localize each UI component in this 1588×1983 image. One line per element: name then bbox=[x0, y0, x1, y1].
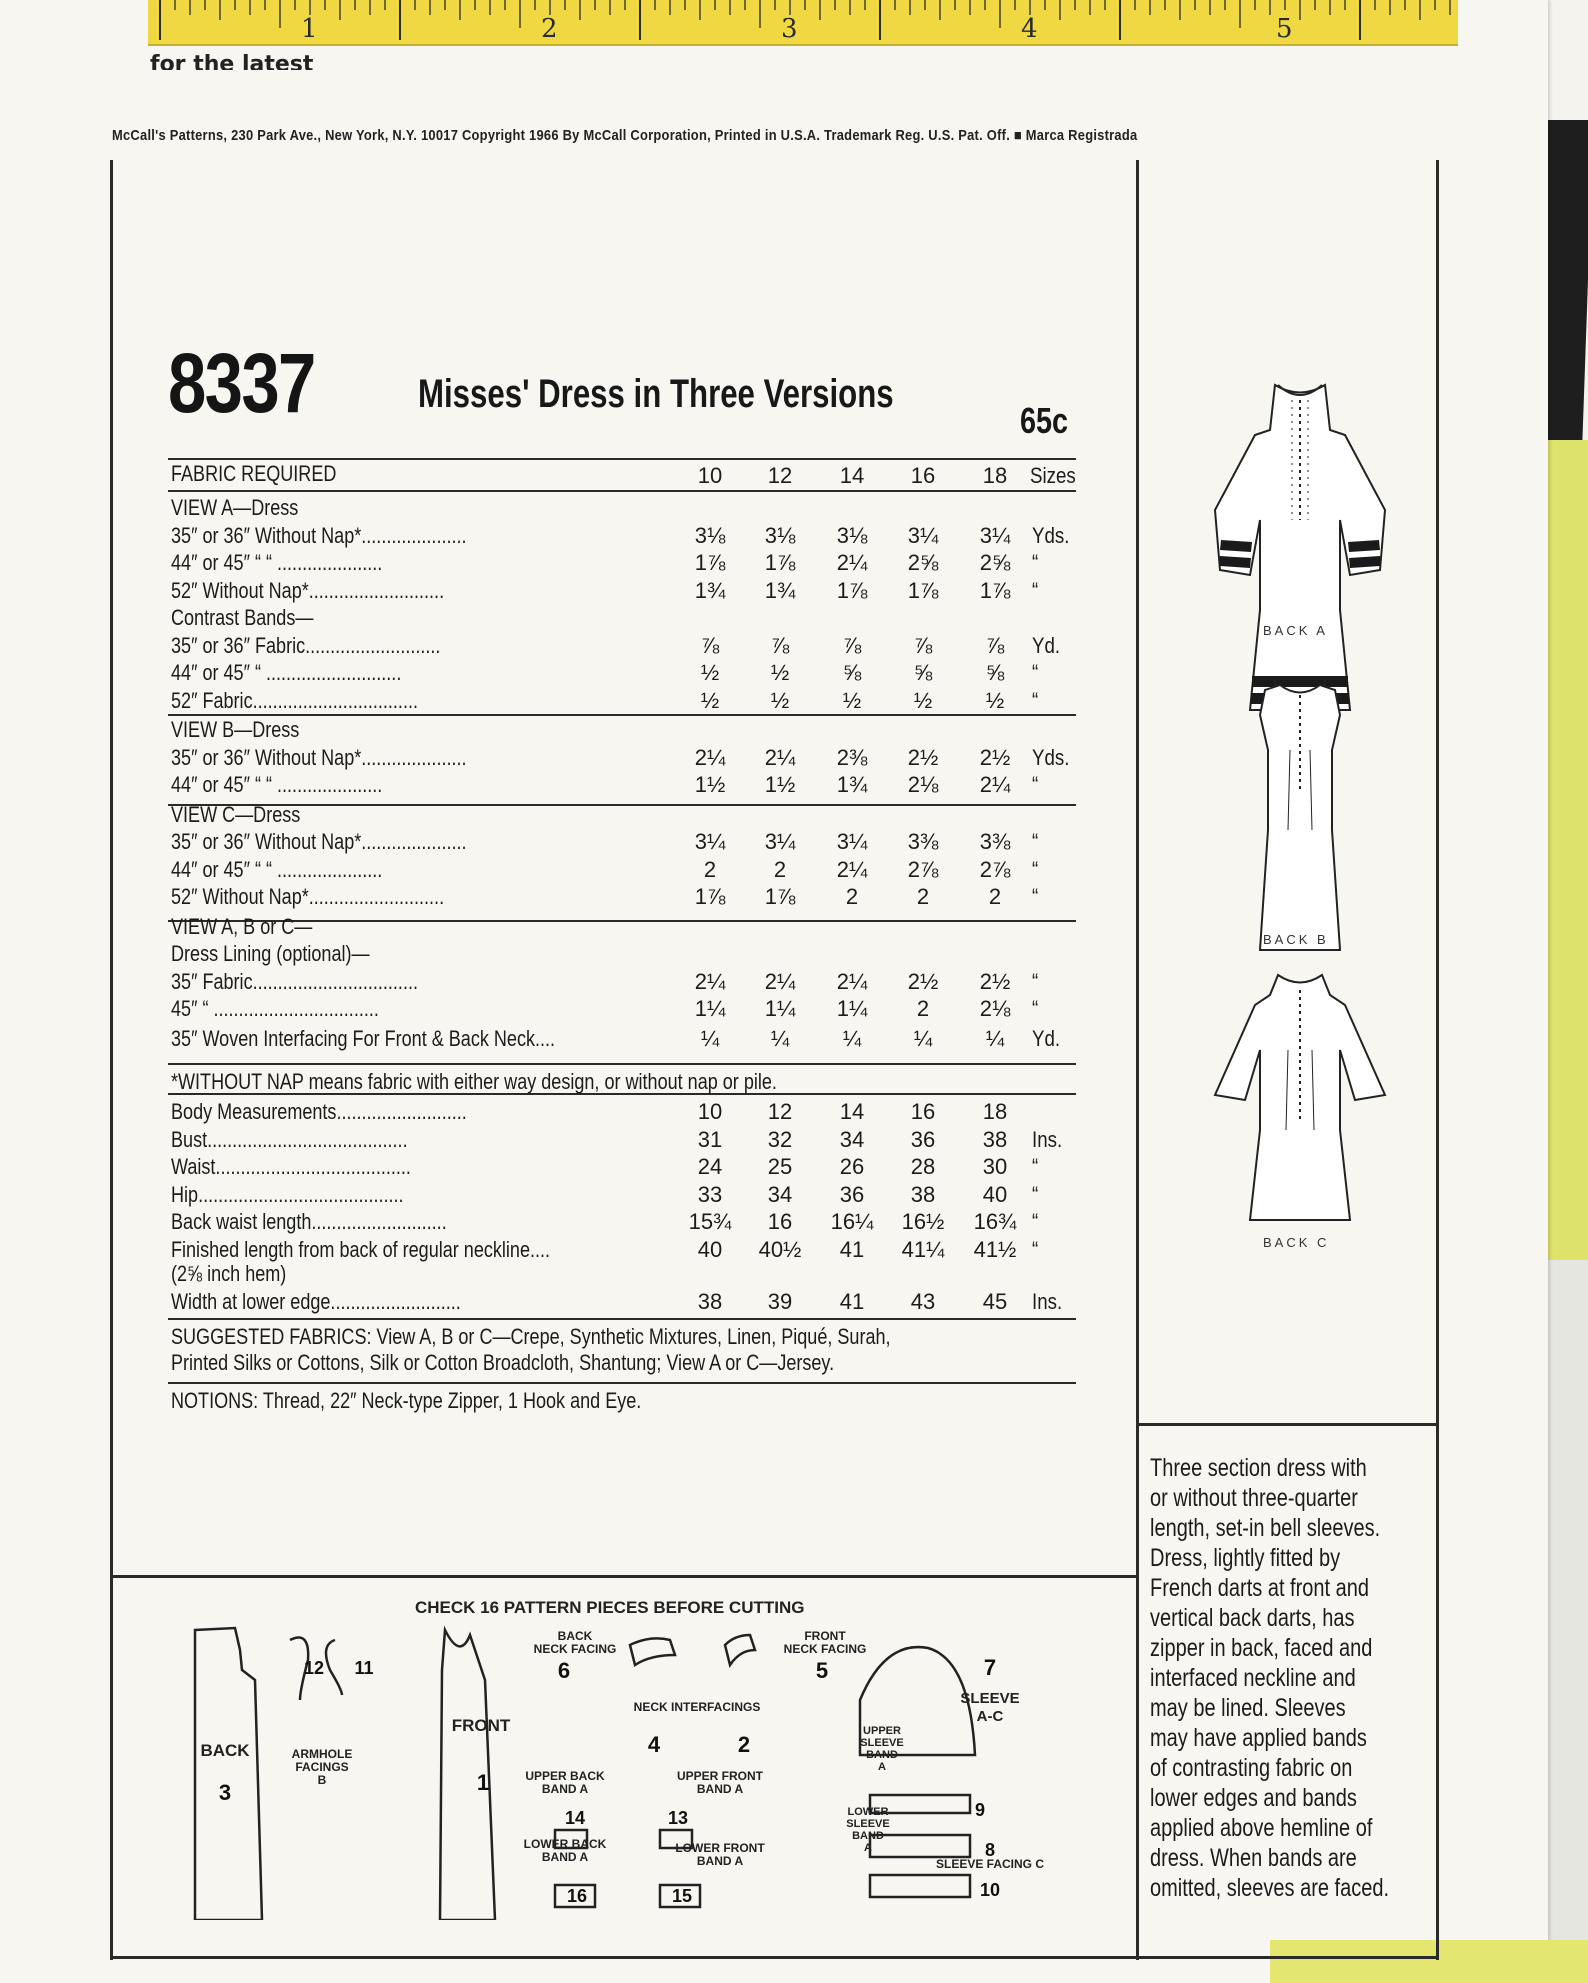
piece-number: 8 bbox=[984, 1840, 995, 1860]
row-label: Contrast Bands— bbox=[171, 605, 314, 630]
cell-value: ⅝ bbox=[985, 660, 1005, 685]
cell-value: 1⅞ bbox=[764, 550, 796, 575]
unit: “ bbox=[1032, 550, 1039, 575]
copyright-line: McCall's Patterns, 230 Park Ave., New York, N.Y. 10017 Copyright 1966 By McCall Corporation, Printed in U.S.A. Trademark Reg. U.S. Pat. Off. ■ Marca Registrada bbox=[112, 127, 1138, 144]
row-label: (2⅝ inch hem) bbox=[171, 1261, 287, 1286]
piece-number: 12 bbox=[303, 1658, 325, 1678]
cell-value: 2⅝ bbox=[907, 550, 939, 575]
unit: Ins. bbox=[1032, 1126, 1063, 1152]
cell-value: 15¾ bbox=[688, 1209, 732, 1234]
cell-value: 36 bbox=[910, 1126, 936, 1152]
cell-value: ½ bbox=[700, 660, 720, 685]
cell-value: ⅞ bbox=[700, 632, 720, 658]
ruler-ticks bbox=[148, 0, 1458, 46]
cell-value: 2 bbox=[845, 884, 859, 909]
cell-value: 2 bbox=[988, 884, 1002, 909]
notions: NOTIONS: Thread, 22″ Neck-type Zipper, 1 Hook and Eye. bbox=[171, 1388, 642, 1413]
unit: “ bbox=[1032, 996, 1039, 1021]
cell-value: ⅞ bbox=[913, 632, 933, 658]
cell-value: 16 bbox=[910, 1099, 936, 1124]
row-label: 35″ or 36″ Without Nap*..................... bbox=[171, 744, 467, 770]
cell-value: 3¼ bbox=[836, 829, 868, 854]
cell-value: 2 bbox=[916, 884, 930, 909]
cell-value: 1¼ bbox=[694, 996, 726, 1021]
cell-value: 18 bbox=[982, 1099, 1008, 1124]
cell-value: 3⅛ bbox=[694, 522, 726, 548]
cell-value: 3¼ bbox=[907, 522, 939, 548]
cell-value: 24 bbox=[697, 1154, 723, 1179]
cell-value: 2 bbox=[773, 856, 787, 882]
upper-front-band-label: UPPER FRONT BAND A bbox=[676, 1769, 763, 1796]
upper-back-band-label: UPPER BACK BAND A bbox=[525, 1769, 605, 1796]
row-label: Hip......................................... bbox=[171, 1181, 404, 1207]
row-label: 44″ or 45″ “ “ ..................... bbox=[171, 772, 383, 797]
ruler-number: 3 bbox=[781, 14, 798, 44]
cell-value: ½ bbox=[842, 687, 862, 713]
cell-value: 39 bbox=[767, 1288, 793, 1314]
upper-sleeve-band-label: UPPER SLEEVE BAND A bbox=[860, 1725, 904, 1773]
table-rule bbox=[168, 1063, 1076, 1065]
table-rule bbox=[168, 804, 1076, 806]
front-piece-label: FRONT bbox=[451, 1716, 511, 1735]
cell-value: 2⅞ bbox=[907, 856, 939, 882]
table-rule bbox=[168, 458, 1076, 460]
suggested-fabrics-line: SUGGESTED FABRICS: View A, B or C—Crepe, Synthetic Mixtures, Linen, Piqué, Surah, bbox=[171, 1324, 891, 1349]
piece-number: 16 bbox=[566, 1886, 588, 1906]
cell-value: 34 bbox=[839, 1126, 865, 1152]
lower-sleeve-band-label: LOWER SLEEVE BAND A bbox=[846, 1806, 890, 1854]
row-label: 52″ Without Nap*........................... bbox=[171, 884, 445, 909]
cell-value: ½ bbox=[913, 687, 933, 713]
cut-off-text: for the latest bbox=[150, 52, 314, 70]
cell-value: ½ bbox=[700, 687, 720, 713]
cell-value: 2⅝ bbox=[979, 550, 1011, 575]
cell-value: ½ bbox=[770, 660, 790, 685]
description-divider bbox=[1136, 1423, 1438, 1426]
cell-value: 2¼ bbox=[836, 856, 868, 882]
row-label: VIEW C—Dress bbox=[171, 801, 301, 827]
folder-corner-yellow bbox=[1270, 1940, 1588, 1983]
cell-value: ¼ bbox=[770, 1025, 790, 1051]
cell-value: 45 bbox=[982, 1288, 1008, 1314]
cell-value: 2¼ bbox=[694, 744, 726, 770]
row-label: 44″ or 45″ “ ........................... bbox=[171, 660, 402, 685]
cell-value: 2 bbox=[916, 996, 930, 1021]
cell-value: 1⅞ bbox=[764, 884, 796, 909]
cell-value: 14 bbox=[839, 1099, 865, 1124]
piece-number: 11 bbox=[354, 1658, 374, 1678]
row-label: 35″ or 36″ Without Nap*..................... bbox=[171, 522, 467, 548]
cell-value: 1¾ bbox=[764, 577, 796, 603]
cell-value: ⅞ bbox=[985, 632, 1005, 658]
cell-value: 12 bbox=[767, 1099, 793, 1124]
unit: “ bbox=[1032, 772, 1039, 797]
cell-value: 2¼ bbox=[764, 968, 796, 994]
unit: “ bbox=[1032, 660, 1039, 685]
lower-back-band-label: LOWER BACK BAND A bbox=[523, 1837, 607, 1864]
unit: Yds. bbox=[1032, 522, 1070, 548]
row-label: VIEW A—Dress bbox=[171, 495, 299, 520]
row-label: VIEW B—Dress bbox=[171, 717, 300, 742]
cell-value: ½ bbox=[770, 687, 790, 713]
border-bottom bbox=[110, 1956, 1438, 1959]
view-illustrations bbox=[1180, 190, 1420, 1250]
unit: “ bbox=[1032, 577, 1039, 603]
cell-value: 40 bbox=[982, 1181, 1008, 1207]
cell-value: 1⅞ bbox=[907, 577, 939, 603]
cell-value: 2¼ bbox=[836, 968, 868, 994]
ruler-number: 2 bbox=[541, 14, 558, 44]
row-label: 44″ or 45″ “ “ ..................... bbox=[171, 856, 383, 882]
cell-value: 34 bbox=[767, 1181, 793, 1207]
armhole-facings-label: ARMHOLE FACINGS B bbox=[291, 1747, 353, 1787]
back-neck-facing-label: BACK NECK FACING bbox=[533, 1629, 617, 1656]
cell-value: 41½ bbox=[973, 1236, 1017, 1262]
pattern-number: 8337 bbox=[168, 336, 315, 430]
size-header: 16 bbox=[910, 463, 936, 488]
cell-value: 1⅞ bbox=[836, 577, 868, 603]
cell-value: 31 bbox=[697, 1126, 723, 1152]
cell-value: 3⅛ bbox=[836, 522, 868, 548]
measuring-tape bbox=[148, 0, 1458, 46]
unit: Ins. bbox=[1032, 1288, 1063, 1314]
unit: “ bbox=[1032, 968, 1039, 994]
cell-value: 2¼ bbox=[764, 744, 796, 770]
view-label-back-b: BACK B bbox=[1263, 932, 1329, 947]
cell-value: 1⅞ bbox=[694, 550, 726, 575]
row-label: 44″ or 45″ “ “ ..................... bbox=[171, 550, 383, 575]
cell-value: 1⅞ bbox=[979, 577, 1011, 603]
cell-value: 40½ bbox=[758, 1236, 802, 1262]
row-label: Bust........................................ bbox=[171, 1126, 408, 1152]
cell-value: 1¼ bbox=[836, 996, 868, 1021]
cell-value: 1⅞ bbox=[694, 884, 726, 909]
row-label: 52″ Fabric................................. bbox=[171, 687, 418, 713]
cell-value: 2½ bbox=[907, 744, 939, 770]
piece-number: 13 bbox=[667, 1808, 689, 1828]
piece-number: 2 bbox=[737, 1732, 751, 1757]
ruler-number: 4 bbox=[1021, 14, 1038, 44]
table-rule bbox=[168, 490, 1076, 492]
unit: Yd. bbox=[1032, 1025, 1061, 1051]
table-rule bbox=[168, 714, 1076, 716]
ruler-number: 1 bbox=[301, 14, 318, 44]
cell-value: 2⅞ bbox=[979, 856, 1011, 882]
unit: Yd. bbox=[1032, 632, 1061, 658]
cell-value: 38 bbox=[910, 1181, 936, 1207]
ruler-number: 5 bbox=[1276, 14, 1293, 44]
pieces-header: CHECK 16 PATTERN PIECES BEFORE CUTTING bbox=[415, 1598, 805, 1617]
border-left bbox=[110, 160, 113, 1960]
row-label: 35″ or 36″ Fabric........................... bbox=[171, 632, 441, 658]
cell-value: 3⅛ bbox=[764, 522, 796, 548]
cell-value: 2 bbox=[703, 856, 717, 882]
cell-value: 2½ bbox=[979, 744, 1011, 770]
row-label: Back waist length........................... bbox=[171, 1209, 447, 1234]
neck-interfacings-label: NECK INTERFACINGS bbox=[633, 1700, 761, 1714]
pattern-description: Three section dress with or without three-quarter length, set-in bell sleeves. Dress, lightly fitted by French darts at front and vertical back darts, has zipper in back, faced and interfaced neckline and may be lined. Sleeves may have applied bands of contrasting fabric on lower edges and bands applied above hemline of dress. When bands are omitted, sleeves are faced. bbox=[1150, 1454, 1390, 1902]
cell-value: 16¾ bbox=[973, 1209, 1017, 1234]
fabric-heading: FABRIC REQUIRED bbox=[171, 461, 337, 486]
unit: “ bbox=[1032, 1236, 1039, 1262]
front-neck-facing-label: FRONT NECK FACING bbox=[783, 1629, 867, 1656]
table-rule bbox=[168, 1318, 1076, 1320]
cell-value: 3¼ bbox=[979, 522, 1011, 548]
unit: “ bbox=[1032, 829, 1039, 854]
row-label: Width at lower edge.......................... bbox=[171, 1288, 461, 1314]
size-header: 12 bbox=[767, 463, 793, 488]
piece-number: 15 bbox=[671, 1886, 693, 1906]
price: 65c bbox=[1020, 400, 1069, 441]
unit: “ bbox=[1032, 856, 1039, 882]
cell-value: ¼ bbox=[842, 1025, 862, 1051]
pieces-divider bbox=[110, 1575, 1138, 1578]
cell-value: 10 bbox=[697, 1099, 723, 1124]
cell-value: 2⅛ bbox=[907, 772, 939, 797]
table-rule bbox=[168, 1382, 1076, 1384]
unit: “ bbox=[1032, 1209, 1039, 1234]
view-label-back-c: BACK C bbox=[1263, 1235, 1330, 1250]
cell-value: 2½ bbox=[907, 968, 939, 994]
cell-value: 40 bbox=[697, 1236, 723, 1262]
row-label: 35″ Woven Interfacing For Front & Back Neck.... bbox=[171, 1025, 556, 1051]
cell-value: ⅞ bbox=[770, 632, 790, 658]
cell-value: 3¼ bbox=[694, 829, 726, 854]
cell-value: 16 bbox=[767, 1209, 793, 1234]
back-piece-label: BACK bbox=[200, 1741, 250, 1760]
cell-value: ¼ bbox=[985, 1025, 1005, 1051]
nap-note: *WITHOUT NAP means fabric with either way design, or without nap or pile. bbox=[171, 1069, 777, 1094]
cell-value: ⅝ bbox=[842, 660, 862, 685]
cell-value: 25 bbox=[767, 1154, 793, 1179]
cell-value: 30 bbox=[982, 1154, 1008, 1179]
sleeve-label: SLEEVE A-C bbox=[960, 1690, 1020, 1725]
piece-number: 14 bbox=[564, 1808, 586, 1828]
cell-value: 3⅜ bbox=[979, 829, 1011, 854]
sleeve-number: 7 bbox=[983, 1655, 997, 1680]
cell-value: 2½ bbox=[979, 968, 1011, 994]
cell-value: 43 bbox=[910, 1288, 936, 1314]
piece-number: 10 bbox=[979, 1880, 1001, 1900]
unit: Yds. bbox=[1032, 744, 1070, 770]
back-piece-number: 3 bbox=[218, 1780, 232, 1805]
cell-value: ¼ bbox=[913, 1025, 933, 1051]
cell-value: 41¼ bbox=[901, 1236, 945, 1262]
row-label: 45″ “ ................................. bbox=[171, 996, 379, 1021]
cell-value: 2¼ bbox=[836, 550, 868, 575]
border-divider bbox=[1136, 160, 1139, 1960]
row-label: Waist....................................... bbox=[171, 1154, 411, 1179]
cell-value: ¼ bbox=[700, 1025, 720, 1051]
row-label: Body Measurements.......................... bbox=[171, 1099, 467, 1124]
piece-number: 9 bbox=[974, 1800, 985, 1820]
sizes-label: Sizes bbox=[1030, 463, 1076, 488]
row-label: 35″ Fabric................................. bbox=[171, 968, 418, 994]
cell-value: 36 bbox=[839, 1181, 865, 1207]
cell-value: ½ bbox=[985, 687, 1005, 713]
suggested-fabrics-line: Printed Silks or Cottons, Silk or Cotton Broadcloth, Shantung; View A or C—Jersey. bbox=[171, 1350, 835, 1375]
unit: “ bbox=[1032, 884, 1039, 909]
unit: “ bbox=[1032, 1181, 1039, 1207]
cell-value: 3¼ bbox=[764, 829, 796, 854]
cell-value: 32 bbox=[767, 1126, 793, 1152]
cell-value: 2¼ bbox=[694, 968, 726, 994]
cell-value: ⅝ bbox=[913, 660, 933, 685]
cell-value: 16¼ bbox=[830, 1209, 874, 1234]
front-piece-number: 1 bbox=[476, 1770, 490, 1795]
cell-value: 28 bbox=[910, 1154, 936, 1179]
cell-value: 1½ bbox=[764, 772, 796, 797]
row-label: VIEW A, B or C— bbox=[171, 913, 313, 939]
cell-value: 26 bbox=[839, 1154, 865, 1179]
pattern-title: Misses' Dress in Three Versions bbox=[418, 372, 894, 416]
cell-value: ⅞ bbox=[842, 632, 862, 658]
row-label: 52″ Without Nap*........................... bbox=[171, 577, 445, 603]
cell-value: 38 bbox=[697, 1288, 723, 1314]
cell-value: 41 bbox=[839, 1288, 865, 1314]
cell-value: 2⅛ bbox=[979, 996, 1011, 1021]
cell-value: 38 bbox=[982, 1126, 1008, 1152]
row-label: Finished length from back of regular neckline.... bbox=[171, 1236, 551, 1262]
cell-value: 1¾ bbox=[836, 772, 868, 797]
row-label: 35″ or 36″ Without Nap*..................... bbox=[171, 829, 467, 854]
sleeve-facing-label: SLEEVE FACING C bbox=[935, 1857, 1045, 1871]
cell-value: 41 bbox=[839, 1236, 865, 1262]
cell-value: 1½ bbox=[694, 772, 726, 797]
piece-number: 4 bbox=[647, 1732, 661, 1757]
unit: “ bbox=[1032, 1154, 1039, 1179]
cell-value: 1¾ bbox=[694, 577, 726, 603]
cell-value: 2¼ bbox=[979, 772, 1011, 797]
cell-value: 1¼ bbox=[764, 996, 796, 1021]
cell-value: 2⅜ bbox=[836, 744, 868, 770]
piece-number: 5 bbox=[815, 1658, 829, 1683]
view-label-back-a: BACK A bbox=[1263, 623, 1328, 638]
size-header: 10 bbox=[697, 463, 723, 488]
piece-number: 6 bbox=[557, 1658, 571, 1683]
lower-front-band-label: LOWER FRONT BAND A bbox=[675, 1841, 765, 1868]
cell-value: 3⅜ bbox=[907, 829, 939, 854]
row-label: Dress Lining (optional)— bbox=[171, 941, 370, 966]
size-header: 18 bbox=[982, 463, 1008, 488]
cell-value: 33 bbox=[697, 1181, 723, 1207]
unit: “ bbox=[1032, 687, 1039, 713]
cell-value: 16½ bbox=[901, 1209, 945, 1234]
size-header: 14 bbox=[839, 463, 865, 488]
